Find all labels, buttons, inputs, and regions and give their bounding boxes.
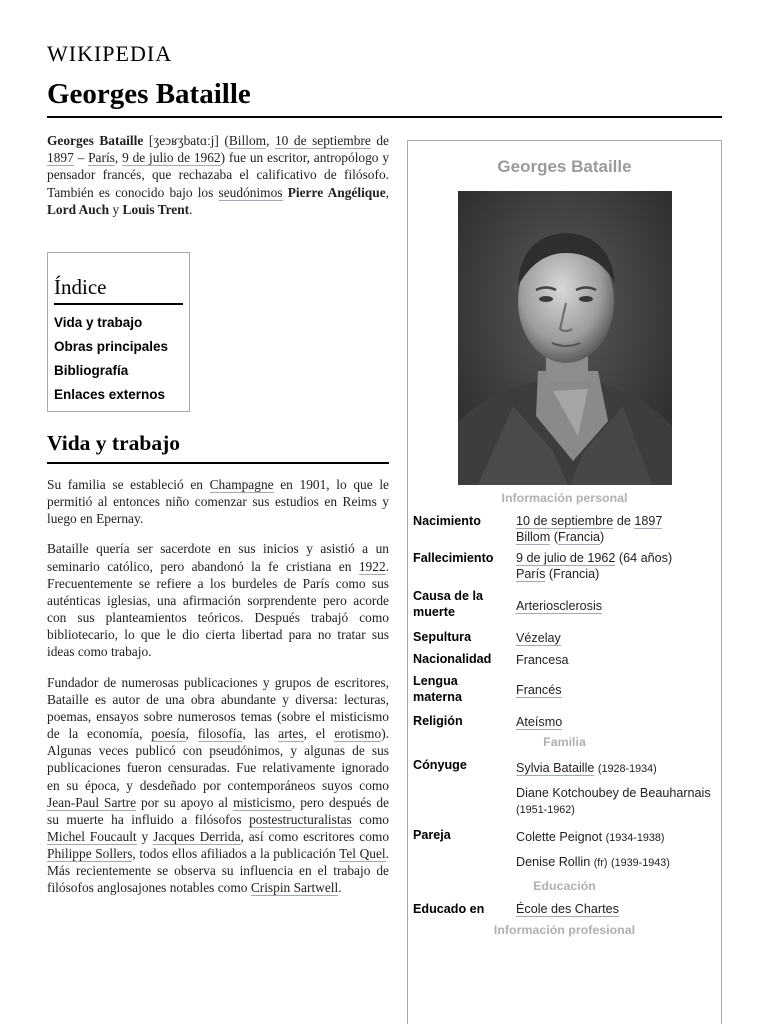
link-educado[interactable]: École des Chartes xyxy=(516,902,619,916)
link-sepultura[interactable]: Vézelay xyxy=(516,631,561,645)
value-religion xyxy=(516,714,716,730)
label-educado: Educado en xyxy=(413,902,485,916)
label-conyuge: Cónyuge xyxy=(413,758,467,772)
link-artes[interactable]: artes xyxy=(278,726,304,742)
intro-name: Georges Bataille xyxy=(47,133,144,148)
paragraph-3: Fundador de numerosas publicaciones y grupos de escritores, Bataille es autor de una obra abundante y diversa: lecturas, poemas, ensayos sobre numerosos temas (sobre el misticismo de la economía, poesía, filosofía, las artes, el erotismo). Algunas veces publicó con pseudónimos, y algunas de sus publicaciones fueron censuradas. Fue relativamente ignorado en su época, y desdeñado por contemporáneos suyos como Jean-Paul Sartre por su apoyo al misticismo, pero después de su muerte ha influido a filósofos postestructuralistas como Michel Foucault y Jacques Derrida, así como escritores como Philippe Sollers, todos ellos afiliados a la publicación Tel Quel. Más recientemente se observa su influencia en el trabajo de filósofos anglosajones notables como Crispin Sartwell. xyxy=(47,674,390,896)
label-lengua: Lengua materna xyxy=(413,674,462,704)
label-causa: Causa de la muerte xyxy=(413,589,483,619)
link-sollers[interactable]: Philippe Sollers xyxy=(47,846,133,862)
title-divider xyxy=(47,116,722,118)
page-title: Georges Bataille xyxy=(47,78,251,110)
section-body-vida xyxy=(47,476,389,910)
link-conyuge-1[interactable]: Sylvia Bataille xyxy=(516,761,595,775)
pseudonym-1: Pierre Angélique xyxy=(287,184,386,200)
link-nacimiento-country[interactable]: Francia xyxy=(558,530,600,544)
infobox-section-familia: Familia xyxy=(543,735,586,749)
label-nacionalidad: Nacionalidad xyxy=(413,652,492,666)
value-nacimiento: 10 de septiembre de 1897 Billom (Francia) xyxy=(516,514,663,544)
link-causa[interactable]: Arteriosclerosis xyxy=(516,599,603,613)
value-educado xyxy=(516,901,716,917)
link-filosofia[interactable]: filosofía xyxy=(197,726,243,742)
link-champagne[interactable]: Champagne xyxy=(209,477,274,492)
link-1922[interactable]: 1922 xyxy=(358,558,386,574)
value-nacionalidad: Francesa xyxy=(516,653,569,667)
link-postestructuralistas[interactable]: postestructuralistas xyxy=(249,811,352,827)
infobox-section-profesional: Información profesional xyxy=(493,923,636,937)
pseudonym-2: Lord Auch xyxy=(47,201,110,217)
label-sepultura: Sepultura xyxy=(413,630,472,644)
portrait-image xyxy=(458,191,672,485)
intro-paragraph: Georges Bataille [ʒeɔʁʒbatɑːj] (Billom, 10 de septiembre de 1897 – París, 9 de julio de 1962) fue un escritor, antropólogo y pensador francés, que rechazaba el calificativo de filósofo. También es conocido bajo los seudónimos Pierre Angélique, Lord Auch y Louis Trent. xyxy=(47,133,390,217)
link-misticismo[interactable]: misticismo xyxy=(233,794,292,810)
label-nacimiento: Nacimiento xyxy=(413,514,481,528)
value-pareja: Colette Peignot (1934-1938) Denise Rollin (fr) (1939-1943) xyxy=(516,829,716,871)
toc-item-obras[interactable]: Obras principales xyxy=(54,339,169,354)
link-erotismo[interactable]: erotismo xyxy=(334,726,382,742)
link-fallecimiento-place[interactable]: París xyxy=(516,567,546,581)
link-nacimiento-place[interactable]: Billom xyxy=(516,530,551,544)
conyuge-2: Diane Kotchoubey de Beauharnais (1951-1962) xyxy=(516,786,711,816)
link-derrida[interactable]: Jacques Derrida xyxy=(153,828,241,844)
infobox-section-educacion: Educación xyxy=(533,879,596,893)
label-religion: Religión xyxy=(413,714,463,728)
infobox xyxy=(407,140,722,1024)
wikipedia-wordmark[interactable]: WIKIPEDIA xyxy=(47,41,173,66)
link-nacimiento-year[interactable]: 1897 xyxy=(634,514,663,528)
infobox-section-personal: Información personal xyxy=(501,491,628,505)
link-sartre[interactable]: Jean-Paul Sartre xyxy=(47,794,137,810)
toc-item-bibliografia[interactable]: Bibliografía xyxy=(54,363,129,378)
pareja-2: Denise Rollin (fr) (1939-1943) xyxy=(516,855,670,869)
infobox-title: Georges Bataille xyxy=(497,157,632,176)
value-fallecimiento: 9 de julio de 1962 (64 años) París (Francia) xyxy=(516,551,673,581)
table-of-contents xyxy=(47,252,190,412)
lang-fr-link[interactable]: (fr) xyxy=(593,857,608,869)
paragraph-1: Su familia se estableció en Champagne en 1901, lo que le permitió al entonces niño comenzar sus estudios en Reims y luego en Epernay. xyxy=(47,477,389,527)
paragraph-2: Bataille quería ser sacerdote en sus inicios y asistió a un seminario católico, pero abandonó la fe cristiana en 1922. Frecuentemente se refiere a los burdeles de París como sus auténticas iglesias, una afirmación sorprendente pero acorde con sus planteamientos teóricos. Después trabajó como bibliotecario, lo que le dio cierta libertad para no tratar sus ideas como trabajo. xyxy=(47,541,389,660)
link-birth-date[interactable]: 10 de septiembre xyxy=(274,133,371,148)
value-causa xyxy=(516,598,716,614)
link-poesia[interactable]: poesía xyxy=(151,726,186,742)
link-lengua[interactable]: Francés xyxy=(516,683,562,697)
value-sepultura xyxy=(516,630,716,646)
link-nacimiento-date[interactable]: 10 de septiembre xyxy=(516,514,614,528)
link-billom[interactable]: Billom xyxy=(228,133,267,148)
value-conyuge: Sylvia Bataille (1928-1934) Diane Kotchoubey de Beauharnais (1951-1962) xyxy=(516,760,716,818)
ipa-text: [ʒeɔʁʒbatɑːj] xyxy=(148,133,219,148)
intro-section xyxy=(47,132,389,231)
section-heading-vida: Vida y trabajo xyxy=(47,431,389,464)
link-birth-year[interactable]: 1897 xyxy=(47,150,74,166)
label-pareja: Pareja xyxy=(413,828,451,842)
link-seudonimos[interactable]: seudónimos xyxy=(218,184,283,200)
link-sartwell[interactable]: Crispin Sartwell xyxy=(250,880,339,896)
link-religion[interactable]: Ateísmo xyxy=(516,715,563,729)
portrait-photo[interactable] xyxy=(458,191,672,485)
link-death-date[interactable]: 9 de julio de 1962 xyxy=(122,150,221,166)
link-tel-quel[interactable]: Tel Quel xyxy=(339,846,386,862)
value-lengua xyxy=(516,682,716,698)
link-death-place[interactable]: París xyxy=(88,150,115,166)
pseudonym-3: Louis Trent xyxy=(122,201,190,217)
link-foucault[interactable]: Michel Foucault xyxy=(47,828,137,844)
toc-item-enlaces[interactable]: Enlaces externos xyxy=(54,387,166,402)
toc-title: Índice xyxy=(54,275,183,305)
toc-item-vida[interactable]: Vida y trabajo xyxy=(54,315,143,330)
link-fallecimiento-date[interactable]: 9 de julio de 1962 xyxy=(516,551,616,565)
label-fallecimiento: Fallecimiento xyxy=(413,551,494,565)
